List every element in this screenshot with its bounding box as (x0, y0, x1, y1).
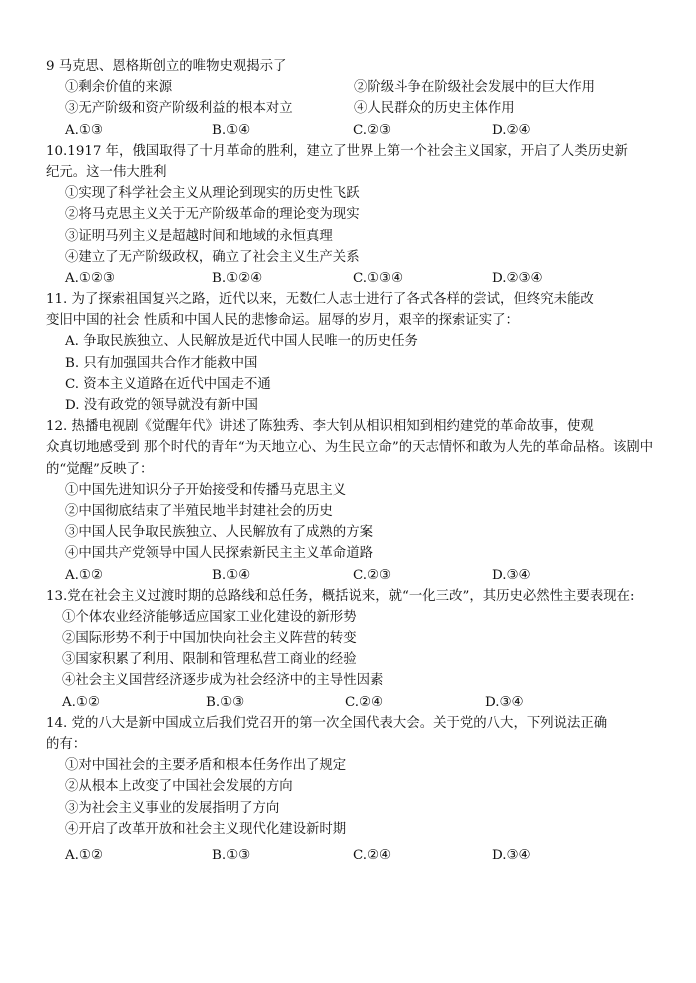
statement: ①中国先进知识分子开始接受和传播马克思主义 (65, 482, 347, 498)
exam-page (0, 56, 696, 866)
choice-d[interactable]: D.③④ (492, 847, 531, 863)
choice-row (0, 268, 696, 289)
choice-b[interactable]: B.①②④ (212, 270, 263, 286)
question-13 (0, 586, 696, 713)
statement: ④开启了改革开放和社会主义现代化建设新时期 (65, 821, 347, 837)
question-stem: 13.党在社会主义过渡时期的总路线和总任务，概括说来，就“一化三改”，其历史必然性主要表现在: (46, 588, 635, 604)
question-stem: 的“觉醒”反映了： (46, 461, 154, 477)
choice-b[interactable]: B.①④ (212, 567, 251, 583)
question-stem: 的有： (46, 737, 87, 752)
choice-a[interactable]: A.①② (65, 847, 103, 863)
statement: ②国际形势不利于中国加快向社会主义阵营的转变 (62, 631, 357, 647)
statement: ①实现了科学社会主义从理论到现实的历史性飞跃 (65, 186, 360, 202)
choice-b[interactable]: B. 只有加强国共合作才能救中国 (65, 355, 258, 371)
choice-row (0, 692, 696, 713)
choice-b[interactable]: B.①③ (206, 694, 245, 710)
statement: ②阶级斗争在阶级社会发展中的巨大作用 (354, 80, 596, 96)
statement: ②将马克思主义关于无产阶级革命的理论变为现实 (65, 207, 360, 223)
statement: ④人民群众的历史主体作用 (354, 101, 515, 117)
choice-row (0, 120, 696, 141)
statement: ③国家积累了利用、限制和管理私营工商业的经验 (62, 652, 357, 668)
question-12 (0, 416, 696, 586)
statement: ④中国共产党领导中国人民探索新民主主义革命道路 (65, 546, 373, 562)
choice-c[interactable]: C.②④ (345, 694, 384, 710)
statement: ①个体农业经济能够适应国家工业化建设的新形势 (62, 609, 357, 625)
choice-row (0, 845, 696, 866)
choice-c[interactable]: C.②③ (353, 567, 392, 583)
choice-d[interactable]: D.②④ (492, 122, 531, 138)
statement: ②从根本上改变了中国社会发展的方向 (65, 779, 293, 795)
statement: ①对中国社会的主要矛盾和根本任务作出了规定 (65, 758, 347, 774)
question-stem: 变旧中国的社会 性质和中国人民的悲惨命运。屈辱的岁月，艰辛的探索证实了： (46, 313, 519, 329)
statement: ②中国彻底结束了半殖民地半封建社会的历史 (65, 503, 333, 519)
question-stem: 纪元。这一伟大胜利 (46, 164, 167, 180)
choice-a[interactable]: A. 争取民族独立、人民解放是近代中国人民唯一的历史任务 (65, 334, 418, 350)
choice-d[interactable]: D.③④ (485, 694, 524, 710)
question-stem: 9 马克思、恩格斯创立的唯物史观揭示了 (46, 59, 287, 74)
question-14 (0, 713, 696, 866)
choice-d[interactable]: D.③④ (492, 567, 531, 583)
question-stem: 10.1917 年，俄国取得了十月革命的胜利，建立了世界上第一个社会主义国家，开启了人类历史新 (46, 143, 628, 159)
statement: ③证明马列主义是超越时间和地域的永恒真理 (65, 228, 333, 244)
statement: ③为社会主义事业的发展指明了方向 (65, 800, 280, 816)
statement-row (0, 77, 696, 98)
question-9 (0, 56, 696, 141)
choice-c[interactable]: C. 资本主义道路在近代中国走不通 (65, 376, 271, 392)
choice-d[interactable]: D.②③④ (492, 270, 543, 286)
statement: ④社会主义国营经济逐步成为社会经济中的主导性因素 (62, 673, 384, 689)
question-11 (0, 289, 696, 416)
choice-d[interactable]: D. 没有政党的领导就没有新中国 (65, 398, 258, 413)
statement: ③中国人民争取民族独立、人民解放有了成熟的方案 (65, 525, 373, 541)
choice-a[interactable]: A.①②③ (65, 270, 115, 286)
question-stem: 众真切地感受到 那个时代的青年“为天地立心、为生民立命”的天志情怀和敢为人先的革命品格。该剧中 (46, 440, 654, 456)
choice-a[interactable]: A.①③ (65, 122, 103, 138)
choice-b[interactable]: B.①③ (212, 847, 251, 863)
question-stem: 14. 党的八大是新中国成立后我们党召开的第一次全国代表大会。关于党的八大，下列说法正确 (46, 715, 608, 731)
choice-c[interactable]: C.②④ (353, 847, 392, 863)
choice-row (0, 565, 696, 586)
question-10 (0, 141, 696, 289)
statement: ④建立了无产阶级政权，确立了社会主义生产关系 (65, 249, 360, 265)
question-stem: 11. 为了探索祖国复兴之路，近代以来，无数仁人志士进行了各式各样的尝试，但终究未能改 (46, 292, 594, 308)
statement: ①剩余价值的来源 (65, 80, 173, 96)
choice-c[interactable]: C.②③ (353, 122, 392, 138)
choice-a[interactable]: A.①② (65, 567, 103, 583)
choice-a[interactable]: A.①② (62, 694, 100, 710)
choice-c[interactable]: C.①③④ (353, 270, 404, 286)
statement: ③无产阶级和资产阶级利益的根本对立 (65, 101, 293, 117)
statement-row (0, 98, 696, 119)
choice-b[interactable]: B.①④ (212, 122, 251, 138)
question-stem: 12. 热播电视剧《觉醒年代》讲述了陈独秀、李大钊从相识相知到相约建党的革命故事，使观 (46, 419, 594, 435)
